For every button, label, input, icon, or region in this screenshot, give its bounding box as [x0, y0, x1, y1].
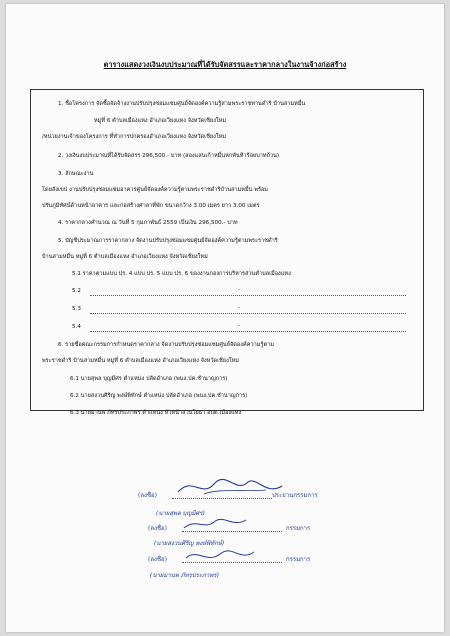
item-6-location: พระราชดำริ บ้านสามหมื่น หมู่ที่ 6 ตำบลเมืองแหง อำเภอเวียงแหง จังหวัดเชียงใหม่ — [42, 358, 239, 364]
signature-label-1: (ลงชื่อ) — [138, 492, 157, 499]
item-1-agency: /หน่วยงานเจ้าของโครงการ ที่ทำการปกครองอำเภอเวียงแหง จังหวัดเชียงใหม่ — [42, 134, 226, 140]
item-5-location: บ้านสามหมื่น หมู่ที่ 6 ตำบลเมืองแหง อำเภอเวียงแหง จังหวัดเชียงใหม่ — [42, 254, 208, 260]
committee-member-3: 6.3 นายมานพ ภัทรประภาพร ตำแหน่ง หัวหน้าส่วนโยธา อบต.เมืองแหง — [70, 410, 242, 416]
signature-role-1: ประธานกรรมการ — [272, 492, 318, 499]
item-5-2-label: 5.2 — [72, 288, 81, 294]
item-5-2-line — [90, 295, 406, 296]
item-5-1: 5.1 ราคาตามแบบ ปร. 4 แบบ ปร. 5 แบบ ปร. 6 ของงานกองการบริหารส่วนตำบลเมืองแหง — [72, 271, 291, 277]
item-4-median-price: 4. ราคากลางคำนวณ ณ วันที่ 5 กุมภาพันธ์ 2559 เป็นเงิน 296,500.- บาท — [58, 220, 238, 226]
item-5-estimate: 5. บัญชีประมาณการราคากลาง จัดงานปรับปรุงซ่อมแซมศูนย์จัดองค์ความรู้ตามพระราชดำริ — [58, 238, 278, 244]
signature-label-2: (ลงชื่อ) — [148, 525, 167, 532]
signature-line-2 — [182, 531, 282, 532]
item-5-3-line — [90, 313, 406, 314]
item-5-2-dash: - — [238, 287, 241, 293]
item-1-project-name: 1. ชื่อโครงการ จัดซื้อจัดจ้างงานปรับปรุงซ่อมแซมศูนย์จัดองค์ความรู้สามพระราชทานดำริ บ้านสามหมื่น — [58, 101, 306, 107]
item-5-3-label: 5.3 — [72, 306, 81, 312]
signature-role-3: กรรมการ — [286, 556, 311, 563]
signature-name-2: (นายสงวนศิริญ พงษ์พิทักษ์) — [154, 540, 225, 547]
item-5-4-label: 5.4 — [72, 324, 81, 330]
committee-member-2: 6.2 นายสงวนศิริญ พงษ์พิทักษ์ ตำแหน่ง ปลัดอำเภอ (พนง.ปค.ชำนาญการ) — [70, 393, 248, 399]
committee-member-1: 6.1 นายสุพล บุญมีศร ตำแหน่ง ปลัดอำเภอ (พนง.ปค.ชำนาญการ) — [70, 376, 228, 382]
item-2-budget: 2. วงเงินงบประมาณที่ได้รับจัดสรร 296,500.- บาท (สองแสนเก้าหมื่นหกพันห้าร้อยบาทถ้วน) — [58, 153, 280, 159]
signature-scribble-3 — [184, 546, 274, 566]
item-5-4-line — [90, 331, 406, 332]
item-3-description-1: โดยสังเขป งานปรับปรุงซ่อมแซมอาคารศูนย์จัดองค์ความรู้ตามพระราชดำริบ้านสามหมื่น พร้อม — [42, 187, 268, 193]
item-5-3-dash: - — [238, 305, 241, 311]
signature-label-3: (ลงชื่อ) — [148, 556, 167, 563]
item-5-4-dash: - — [238, 323, 241, 329]
signature-name-3: (นายมานพ ภัทรประภาพร) — [150, 572, 219, 579]
item-6-committee: 6. รายชื่อคณะกรรมการกำหนดราคากลาง จัดงานปรับปรุงซ่อมแซมศูนย์จัดองค์ความรู้ตาม — [58, 342, 274, 348]
document-title: ตารางแสดงวงเงินงบประมาณที่ได้รับจัดสรรและราคากลางในงานจ้างก่อสร้าง — [103, 60, 347, 69]
signature-role-2: กรรมการ — [286, 525, 311, 532]
signature-name-1: (นายสุพล บุญมีศร) — [156, 510, 205, 517]
item-3-heading: 3. ลักษณะงาน — [58, 171, 94, 177]
item-3-description-2: ปรับภูมิทัศน์ด้านหน้าอาคาร และก่อสร้างศาลาที่พัก ขนาดกว้าง 3.00 เมตร ยาว 3.00 เมตร — [42, 203, 260, 209]
item-1-location: หมู่ที่ 6 ตำบลเมืองแหง อำเภอเวียงแหง จังหวัดเชียงใหม่ — [94, 118, 227, 124]
document-page — [6, 4, 444, 632]
signature-line-3 — [182, 562, 282, 563]
signature-line-1 — [172, 498, 272, 499]
